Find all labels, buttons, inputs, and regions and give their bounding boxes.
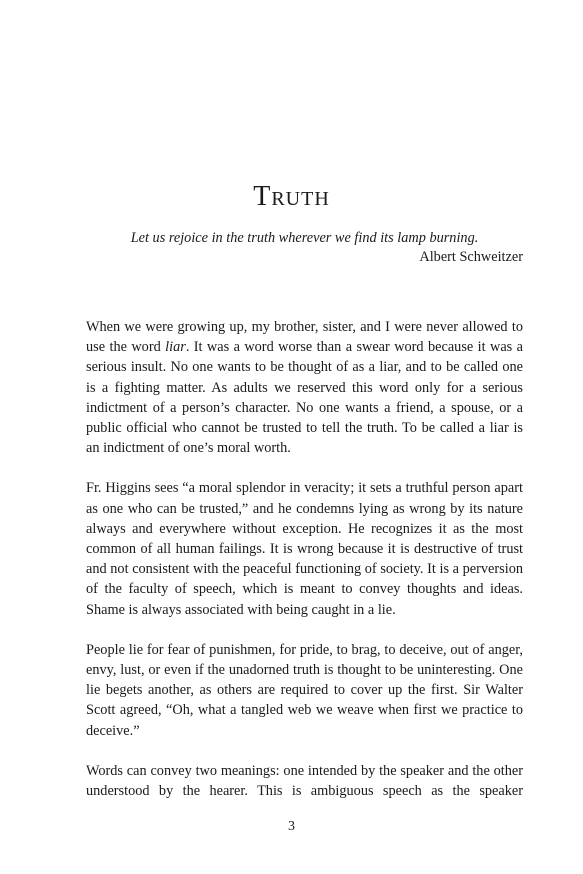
page-number: 3 [288,819,295,834]
emphasized-word: liar [165,339,186,356]
paragraph-1-text-a: When we were growing up, my brother, sister, and I were never allowed to use the word [86,319,523,356]
epigraph-quote: Let us rejoice in the truth wherever we find its lamp burning. [130,230,479,246]
paragraph-3: People lie for fear of punishmen, for pride, to brag, to deceive, out of anger, envy, lust, or even if the unadorned truth is thought to be uninteresting. One lie begets another, as others are required to cover up the first. Sir Walter Scott agreed, “Oh, what a tangled web we weave when first we practice to deceive.” [86,641,523,739]
paragraph-1 [86,317,523,458]
epigraph [86,229,523,267]
paragraph-2: Fr. Higgins sees “a moral splendor in veracity; it sets a truthful person apart as one who can be trusted,” and he condemns lying as wrong by its nature always and everywhere without exception. He recognizes it as the most common of all human failings. It is wrong because it is destructive of trust and not consistent with the peaceful functioning of society. It is a perversion of the faculty of speech, which is meant to convey thoughts and ideas. Shame is always associated with being caught in a lie. [86,480,523,618]
paragraph-1-text-b: . It was a word worse than a swear word because it was a serious insult. No one wants to be thought of as a liar, and to be called one is a fighting matter. As adults we reserved this word only for a serious indictment of a person’s character. No one wants a friend, a spouse, or a public official who cannot be trusted to tell the truth. To be called a liar is an indictment of one’s moral worth. [86,339,523,457]
body-text [86,317,523,801]
epigraph-author: Albert Schweitzer [419,249,523,265]
paragraph-4: Words can convey two meanings: one intended by the speaker and the other understood by the hearer. This is ambiguous speech as the speaker [86,762,523,800]
chapter-title: Truth [253,181,330,212]
